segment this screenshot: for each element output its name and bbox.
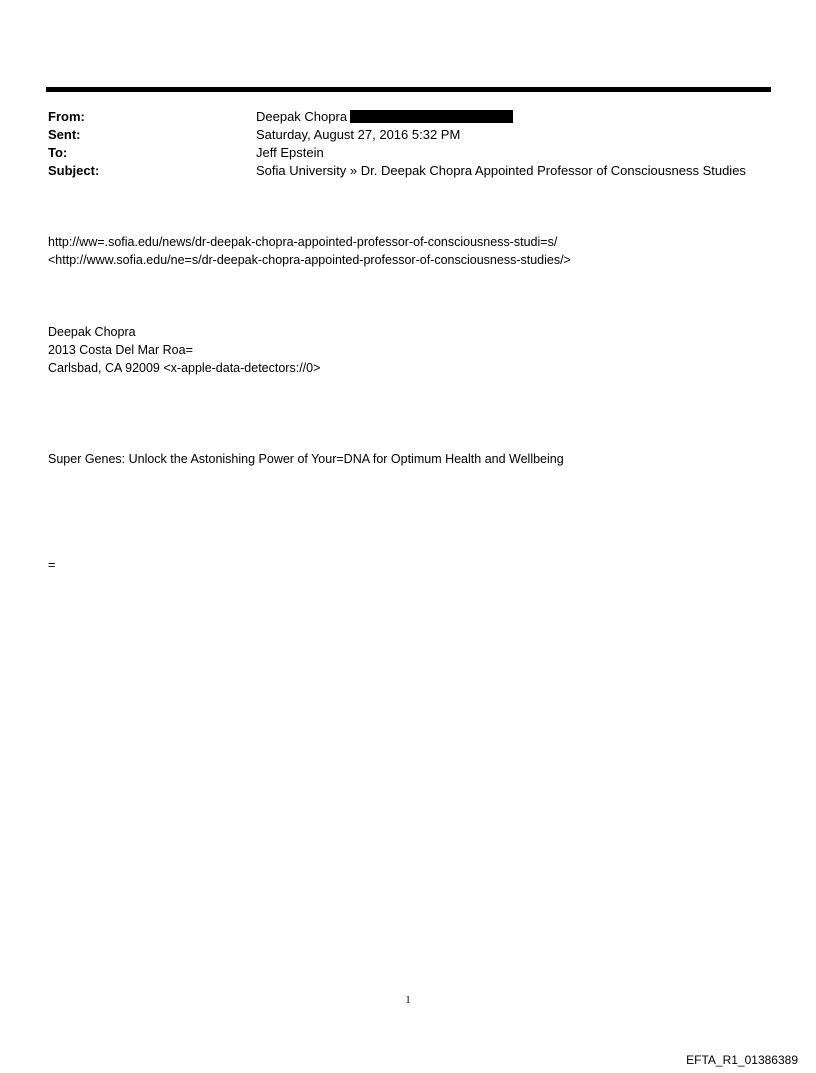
book-line: Super Genes: Unlock the Astonishing Power of Your=DNA for Optimum Health and Wellbeing [48,452,564,466]
signature-address-line-2: Carlsbad, CA 92009 <x-apple-data-detectors://0> [48,361,321,375]
subject-value: Sofia University » Dr. Deepak Chopra Appointed Professor of Consciousness Studies [256,163,746,178]
from-value [256,108,768,126]
signature-name: Deepak Chopra [48,325,136,339]
signature-block [48,323,320,377]
subject-label: Subject: [48,163,100,178]
to-value: Jeff Epstein [256,145,324,160]
page-number: 1 [405,994,411,1006]
sender-name: Deepak Chopra [256,109,348,124]
document-id: EFTA_R1_01386389 [686,1053,798,1067]
to-row [48,144,768,162]
redaction-block [350,110,513,123]
article-url-2[interactable]: <http://www.sofia.edu/ne=s/dr-deepak-chopra-appointed-professor-of-consciousness-studies/> [48,253,571,267]
article-links [48,233,571,269]
to-label: To: [48,145,68,160]
signature-address-line-1: 2013 Costa Del Mar Roa= [48,343,193,357]
from-row [48,108,768,126]
email-header [48,108,768,180]
article-url-1[interactable]: http://ww=.sofia.edu/news/dr-deepak-chopra-appointed-professor-of-consciousness-studi=s/ [48,235,558,249]
subject-row [48,162,768,180]
sent-value: Saturday, August 27, 2016 5:32 PM [256,127,461,142]
header-divider [46,87,771,92]
trailing-character: = [48,558,56,572]
sent-label: Sent: [48,127,81,142]
from-label: From: [48,109,85,124]
sent-row [48,126,768,144]
